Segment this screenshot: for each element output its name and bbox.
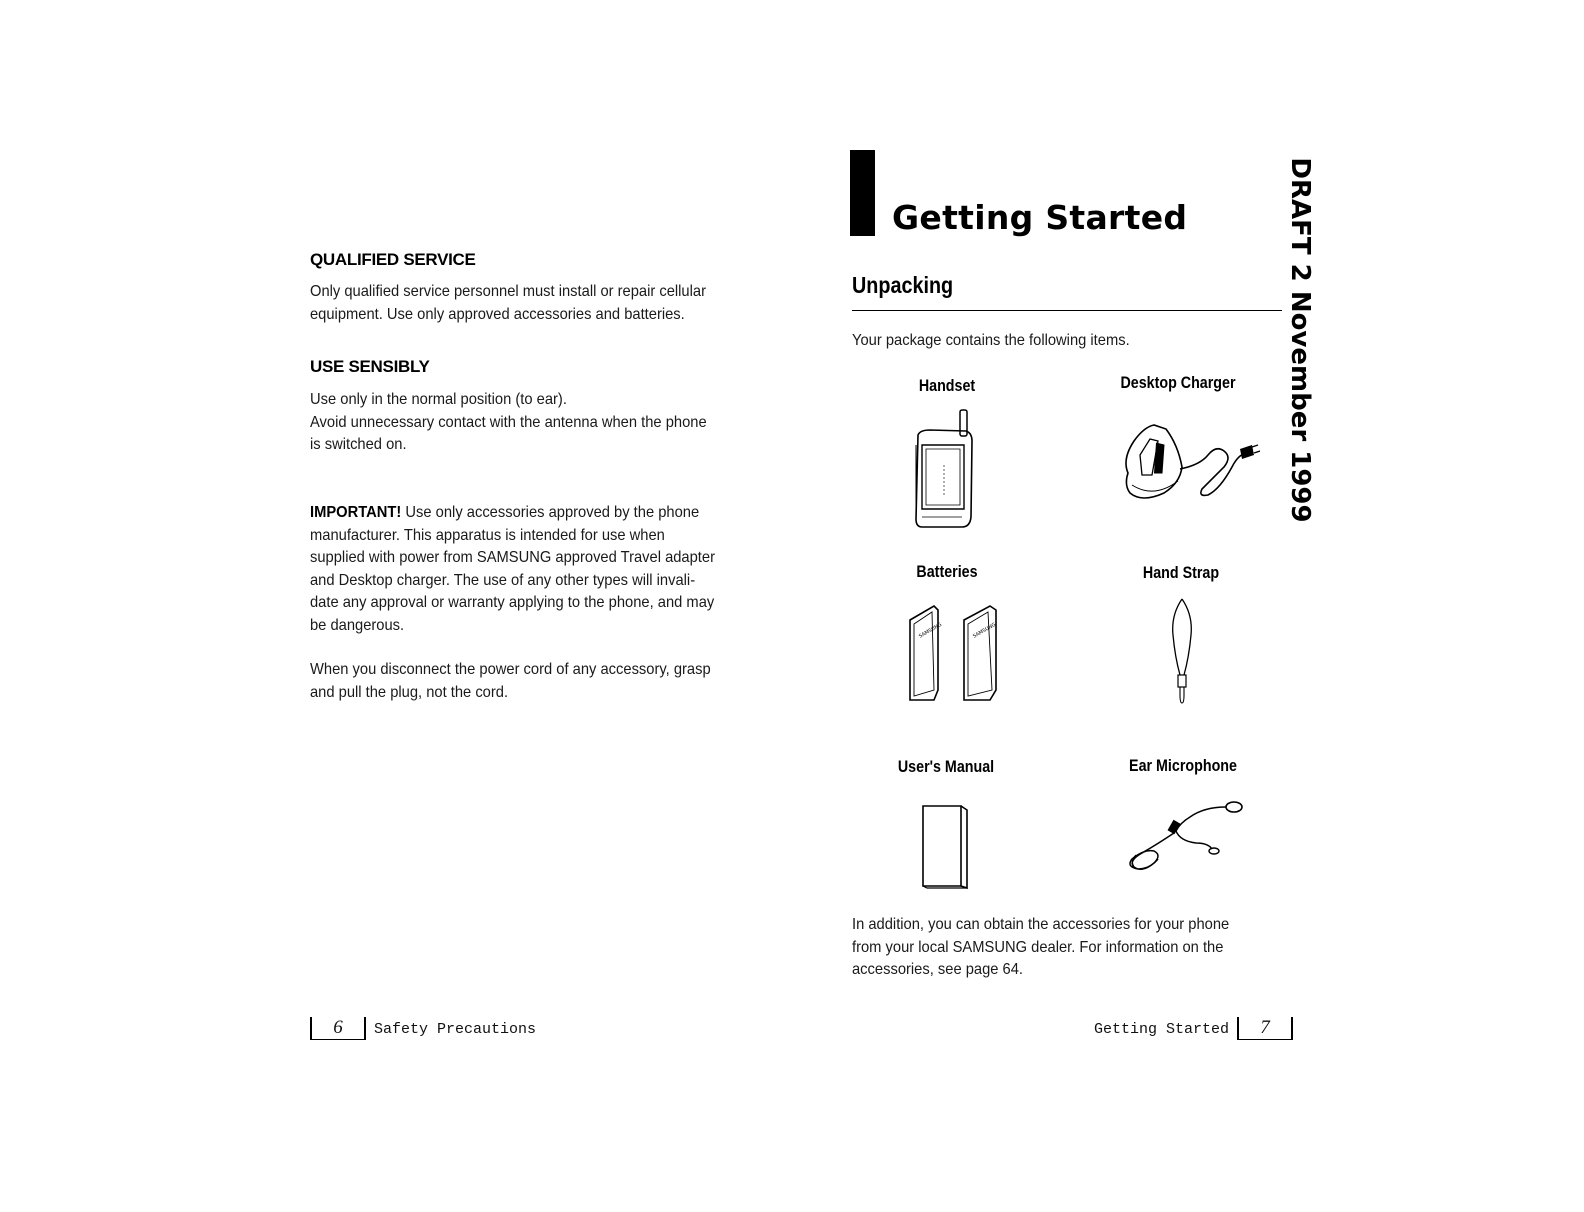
text-line: is switched on. — [310, 436, 407, 453]
text-line: and Desktop charger. The use of any other types will invali- — [310, 571, 696, 589]
footer-label: Safety Precautions — [374, 1021, 537, 1038]
handset-icon — [908, 405, 978, 533]
text-line: Only qualified service personnel must install or repair cellular — [310, 283, 706, 300]
item-label-users-manual: User's Manual — [897, 757, 995, 776]
footer-label: Getting Started — [1094, 1021, 1230, 1038]
svg-text:SAMSUNG: SAMSUNG — [918, 621, 944, 640]
ear-microphone-icon — [1124, 797, 1249, 877]
hand-strap-icon — [1167, 595, 1197, 710]
text-line: When you disconnect the power cord of any accessory, grasp — [310, 661, 711, 678]
page-number-7: 7 — [1237, 1017, 1293, 1040]
item-label-hand-strap: Hand Strap — [1142, 563, 1220, 582]
important-first-line: Use only accessories approved by the phone — [405, 504, 700, 521]
text-line: supplied with power from SAMSUNG approved Travel adapter — [310, 549, 715, 566]
users-manual-icon — [917, 800, 972, 890]
draft-text: DRAFT 2 November 1999 — [1285, 157, 1315, 523]
text-line: manufacturer. This apparatus is intended for use when — [310, 526, 665, 544]
page-number-6: 6 — [310, 1017, 366, 1040]
text-line — [310, 502, 715, 525]
text-line: In addition, you can obtain the accessories for your phone — [852, 916, 1230, 933]
text-line: from your local SAMSUNG dealer. For information on the — [852, 938, 1224, 956]
text-line: be dangerous. — [310, 616, 405, 634]
use-sensibly-heading: USE SENSIBLY — [310, 357, 430, 376]
qualified-service-heading: QUALIFIED SERVICE — [310, 250, 476, 269]
disconnect-text — [310, 659, 711, 704]
use-sensibly-text — [310, 389, 707, 457]
batteries-icon — [904, 600, 1004, 708]
chapter-title: Getting Started — [892, 198, 1188, 237]
intro-text: Your package contains the following items. — [852, 332, 1130, 349]
right-footer — [1086, 1014, 1293, 1040]
text-line: accessories, see page 64. — [852, 961, 1024, 978]
item-label-handset: Handset — [918, 376, 976, 395]
closing-text — [852, 914, 1229, 982]
text-line: date any approval or warranty applying to the phone, and may — [310, 594, 715, 611]
text-line: and pull the plug, not the cord. — [310, 683, 509, 701]
right-page — [792, 0, 1584, 1212]
section-rule — [852, 310, 1282, 311]
text-line: equipment. Use only approved accessories and batteries. — [310, 305, 685, 323]
item-label-batteries: Batteries — [916, 562, 978, 581]
qualified-service-text — [310, 281, 706, 326]
section-title: Unpacking — [852, 272, 954, 298]
item-label-desktop-charger: Desktop Charger — [1120, 373, 1236, 392]
left-footer — [310, 1014, 544, 1040]
text-line: Avoid unnecessary contact with the antenna when the phone — [310, 413, 707, 431]
important-notice — [310, 502, 715, 637]
svg-text:SAMSUNG: SAMSUNG — [972, 621, 998, 640]
text-line: Use only in the normal position (to ear). — [310, 391, 567, 408]
chapter-bar — [850, 150, 875, 236]
item-label-ear-microphone: Ear Microphone — [1129, 756, 1237, 775]
desktop-charger-icon — [1120, 415, 1260, 507]
important-label: IMPORTANT! — [310, 504, 402, 521]
